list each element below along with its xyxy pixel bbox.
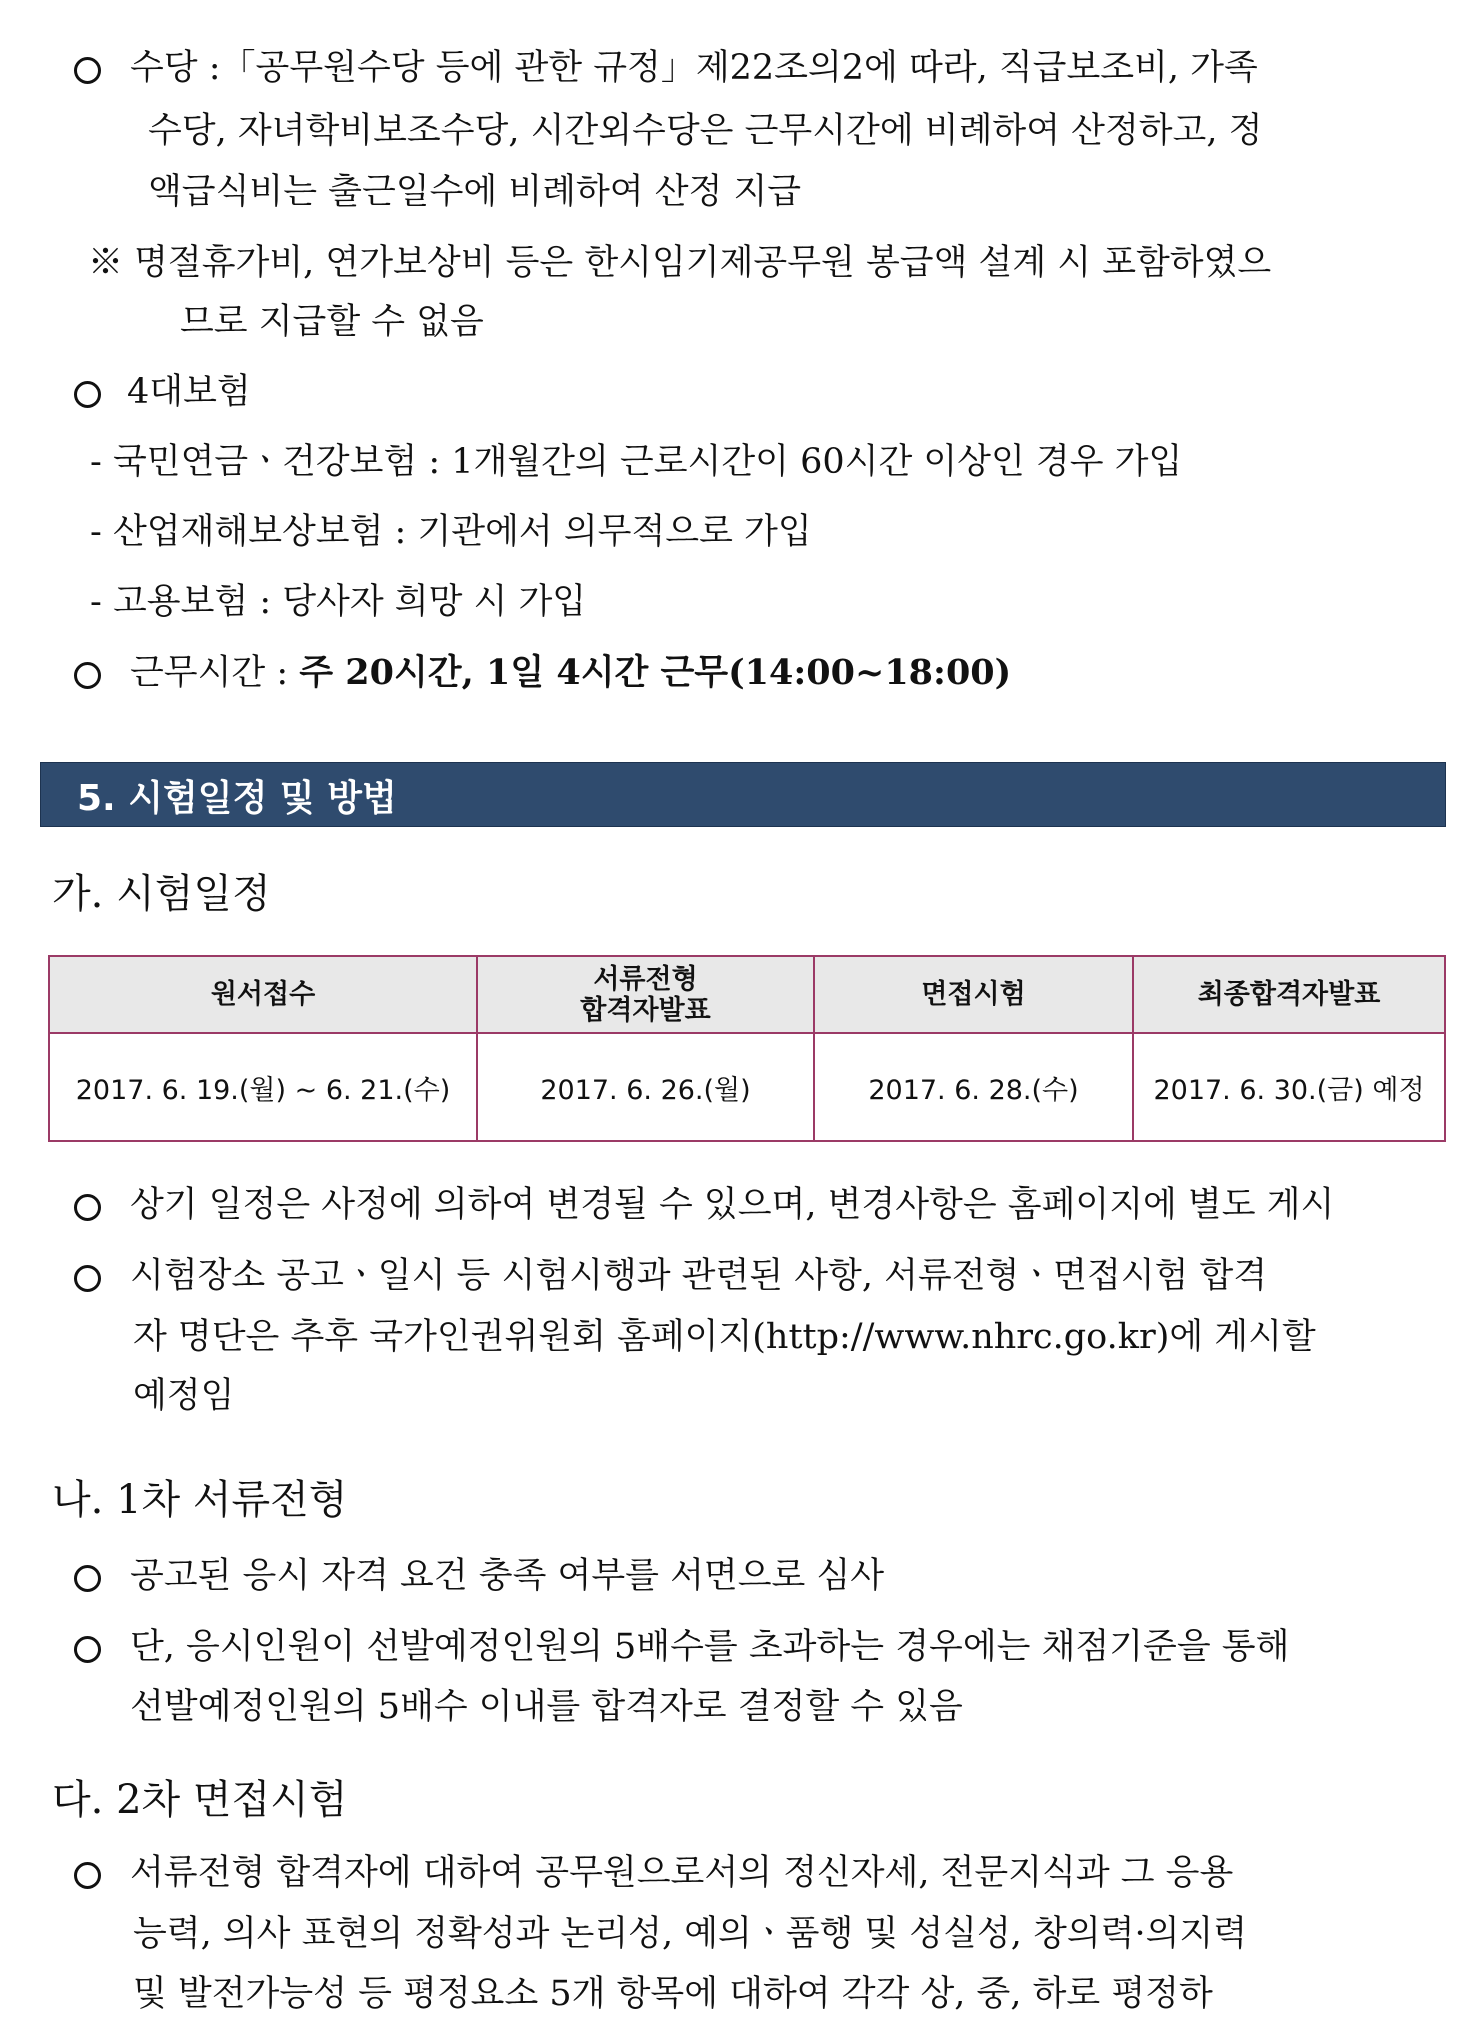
table-row <box>49 1033 1445 1141</box>
schedule-note-2-line-2: 자 명단은 추후 국가인권위원회 홈페이지(http://www.nhrc.go.kr)에 게시할 <box>133 1317 1316 1357</box>
bullet-circle-icon <box>74 381 101 408</box>
interview-heading: 다. 2차 면접시험 <box>52 1777 348 1823</box>
schedule-note-2-line-1: 시험장소 공고ㆍ일시 등 시험시행과 관련된 사항, 서류전형ㆍ면접시험 합격 <box>130 1256 1268 1296</box>
allowance-line-3: 액급식비는 출근일수에 비례하여 산정 지급 <box>148 172 802 212</box>
column-header-application: 원서접수 <box>49 956 477 1033</box>
insurance-title: 4대보험 <box>127 372 251 412</box>
table-cell: 2017. 6. 28.(수) <box>814 1033 1133 1141</box>
insurance-item-pension: - 국민연금ㆍ건강보험 : 1개월간의 근로시간이 60시간 이상인 경우 가입 <box>90 442 1183 482</box>
bullet-circle-icon <box>74 57 101 84</box>
section-header-bar <box>40 762 1446 827</box>
insurance-item-accident: - 산업재해보상보험 : 기관에서 의무적으로 가입 <box>90 512 812 552</box>
document-screening-item-1: 공고된 응시 자격 요건 충족 여부를 서면으로 심사 <box>130 1556 885 1596</box>
document-screening-item-2-line-1: 단, 응시인원이 선발예정인원의 5배수를 초과하는 경우에는 채점기준을 통해 <box>130 1627 1290 1667</box>
schedule-note-1: 상기 일정은 사정에 의하여 변경될 수 있으며, 변경사항은 홈페이지에 별도 게시 <box>130 1185 1335 1225</box>
bullet-circle-icon <box>74 1862 101 1889</box>
column-header-final-result: 최종합격자발표 <box>1133 956 1445 1033</box>
bullet-circle-icon <box>74 1636 101 1663</box>
allowance-line-1: 수당 :「공무원수당 등에 관한 규정」제22조의2에 따라, 직급보조비, 가족 <box>130 48 1258 88</box>
interview-item-1-line-2: 능력, 의사 표현의 정확성과 논리성, 예의ㆍ품행 및 성실성, 창의력·의지력 <box>133 1914 1247 1954</box>
bullet-circle-icon <box>74 1194 101 1221</box>
document-screening-heading: 나. 1차 서류전형 <box>52 1477 348 1523</box>
schedule-table <box>48 955 1446 1142</box>
work-hours-label: 근무시간 : <box>130 653 300 693</box>
table-cell: 2017. 6. 19.(월) ~ 6. 21.(수) <box>49 1033 477 1141</box>
insurance-item-employment: - 고용보험 : 당사자 희망 시 가입 <box>90 582 587 622</box>
bullet-circle-icon <box>74 662 101 689</box>
schedule-heading: 가. 시험일정 <box>52 871 271 917</box>
column-header-interview: 면접시험 <box>814 956 1133 1033</box>
table-cell: 2017. 6. 26.(월) <box>477 1033 814 1141</box>
note-line-1: ※ 명절휴가비, 연가보상비 등은 한시임기제공무원 봉급액 설계 시 포함하였으 <box>88 243 1272 283</box>
allowance-line-2: 수당, 자녀학비보조수당, 시간외수당은 근무시간에 비례하여 산정하고, 정 <box>148 111 1263 151</box>
bullet-circle-icon <box>74 1565 101 1592</box>
schedule-note-2-line-3: 예정임 <box>133 1376 235 1416</box>
table-cell: 2017. 6. 30.(금) 예정 <box>1133 1033 1445 1141</box>
work-hours-line <box>130 649 1011 697</box>
interview-item-1-line-1: 서류전형 합격자에 대하여 공무원으로서의 정신자세, 전문지식과 그 응용 <box>130 1853 1234 1893</box>
column-header-document-result <box>477 956 814 1033</box>
column-header-document-result-line-2: 합격자발표 <box>580 994 711 1026</box>
interview-item-1-line-3: 및 발전가능성 등 평정요소 5개 항목에 대하여 각각 상, 중, 하로 평정하 <box>133 1974 1213 2014</box>
table-header-row <box>49 956 1445 1033</box>
bullet-circle-icon <box>74 1265 101 1292</box>
column-header-document-result-line-1: 서류전형 <box>593 963 698 995</box>
work-hours-value: 주 20시간, 1일 4시간 근무(14:00~18:00) <box>299 652 1012 693</box>
note-line-2: 므로 지급할 수 없음 <box>180 302 484 342</box>
section-title: 5. 시험일정 및 방법 <box>77 778 397 819</box>
document-screening-item-2-line-2: 선발예정인원의 5배수 이내를 합격자로 결정할 수 있음 <box>130 1687 963 1727</box>
